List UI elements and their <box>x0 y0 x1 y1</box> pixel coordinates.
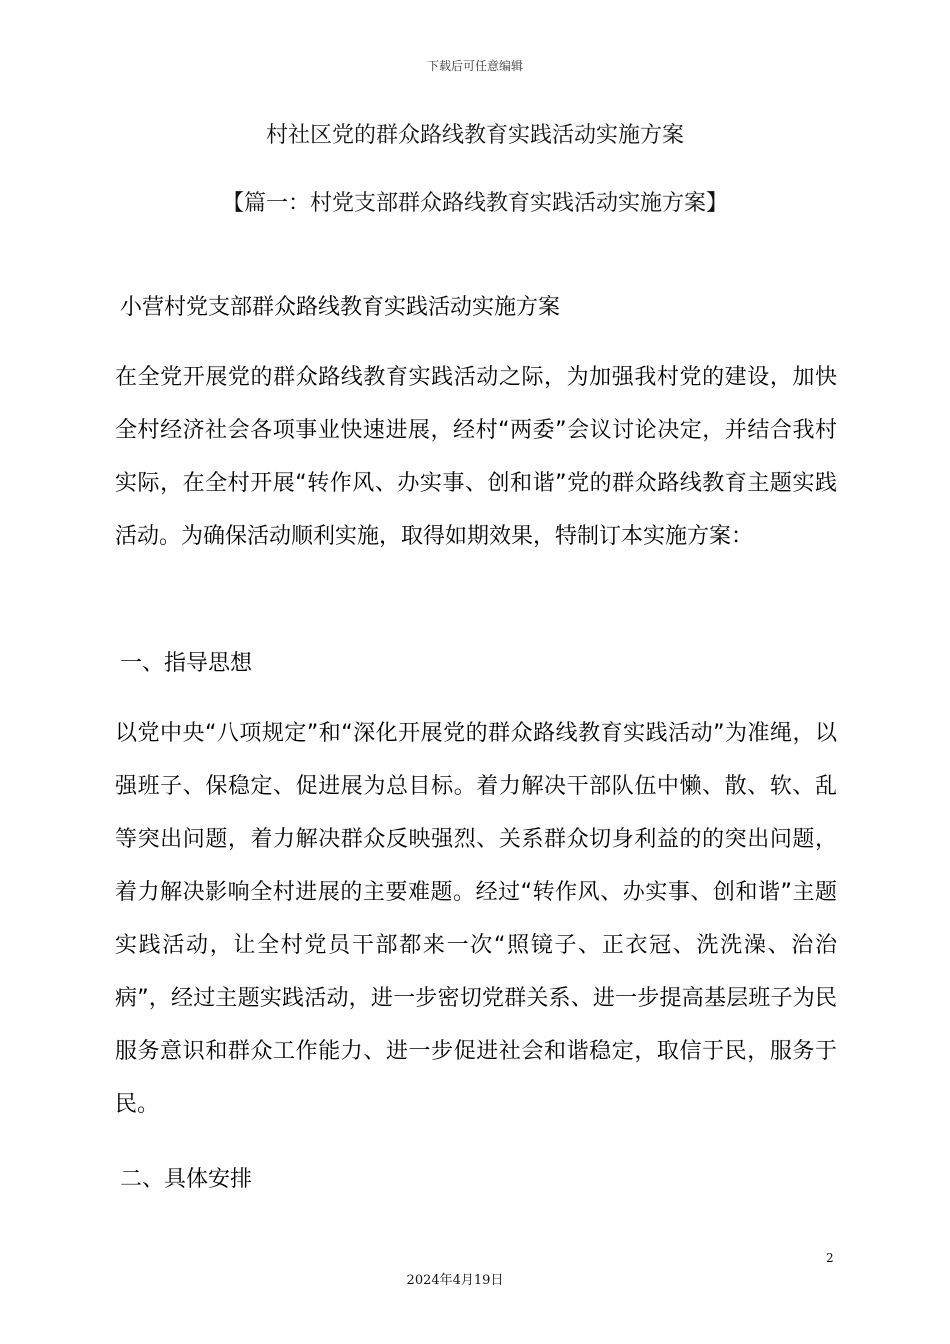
intro-paragraph: 在全党开展党的群众路线教育实践活动之际，为加强我村党的建设，加快全村经济社会各项事业快速进展，经村“两委”会议讨论决定，并结合我村实际，在全村开展“转作风、办实事、创和谐”党的群众路线教育主题实践活动。为确保活动顺利实施，取得如期效果，特制订本实施方案： <box>115 365 837 549</box>
section2-heading: 二、具体安排 <box>120 1167 253 1192</box>
section1-paragraph-block <box>115 707 837 1131</box>
intro-paragraph-block <box>115 351 837 563</box>
section1-paragraph: 以党中央“八项规定”和“深化开展党的群众路线教育实践活动”为准绳，以强班子、保稳定、促进展为总目标。着力解决干部队伍中懒、散、软、乱等突出问题，着力解决群众反映强烈、关系群众切身利益的的突出问题，着力解决影响全村进展的主要难题。经过“转作风、办实事、创和谐”主题实践活动，让全村党员干部都来一次“照镜子、正衣冠、洗洗澡、治治病”，经过主题实践活动，进一步密切党群关系、进一步提高基层班子为民服务意识和群众工作能力、进一步促进社会和谐稳定，取信于民，服务于民。 <box>115 721 837 1117</box>
header-note: 下载后可任意编辑 <box>426 59 523 73</box>
section1-heading: 一、指导思想 <box>120 651 253 676</box>
document-subtitle: 【篇一：村党支部群众路线教育实践活动实施方案】 <box>221 191 728 216</box>
page-number: 2 <box>826 1251 834 1265</box>
plan-title: 小营村党支部群众路线教育实践活动实施方案 <box>120 295 561 320</box>
document-title: 村社区党的群众路线教育实践活动实施方案 <box>265 123 684 148</box>
footer-date: 2024年4月19日 <box>406 1273 504 1288</box>
